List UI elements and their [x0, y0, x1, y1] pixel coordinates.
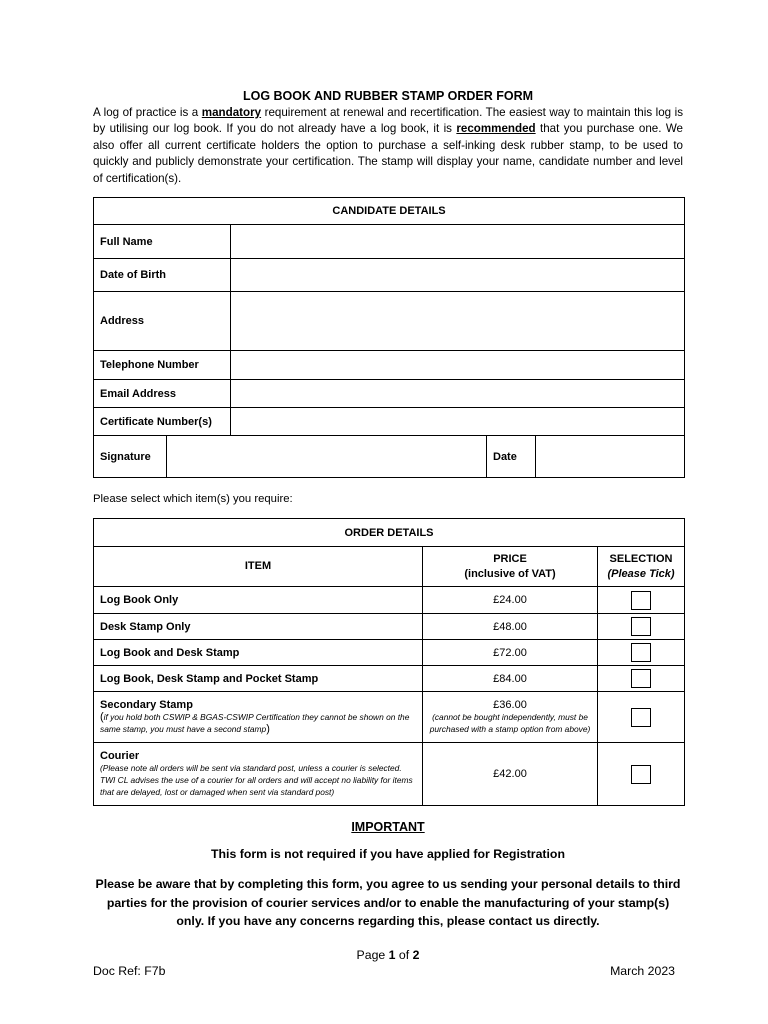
- field-label-email: Email Address: [94, 380, 231, 408]
- item-name: Secondary Stamp: [100, 699, 193, 711]
- telephone-field[interactable]: [231, 351, 685, 380]
- item-name: Log Book and Desk Stamp: [94, 640, 423, 666]
- privacy-disclaimer: Please be aware that by completing this form, you agree to us sending your personal details to third parties for the provision of courier services and/or to enable the manufacturing of your stamp(s) only. If you have any concerns regarding this, please contact us directly.: [95, 877, 681, 928]
- secondary-stamp-checkbox[interactable]: [631, 708, 651, 727]
- intro-paragraph: [93, 105, 683, 187]
- price-header-label: PRICE: [493, 552, 527, 565]
- item-price: £42.00: [423, 743, 598, 806]
- field-label-date-of-birth: Date of Birth: [94, 259, 231, 292]
- registration-notice: This form is not required if you have applied for Registration: [211, 847, 565, 861]
- field-label-signature: Signature: [94, 436, 167, 478]
- order-details-table: [93, 518, 685, 806]
- item-price: £72.00: [423, 640, 598, 666]
- address-field[interactable]: [231, 292, 685, 351]
- order-row-log-book: [94, 587, 685, 614]
- item-name: Courier: [100, 750, 140, 762]
- selection-header-label: SELECTION: [609, 552, 673, 565]
- candidate-details-heading: CANDIDATE DETAILS: [94, 198, 685, 225]
- price-header-note: (inclusive of VAT): [464, 567, 556, 580]
- item-price: £24.00: [423, 587, 598, 614]
- signature-field[interactable]: [167, 436, 487, 478]
- desk-stamp-checkbox[interactable]: [631, 617, 651, 636]
- item-note: (Please note all orders will be sent via standard post, unless a courier is selected. TWI CL advises the use of a courier for all orders and will accept no liability for items that are delayed, lost or damaged when sent via standard post): [100, 763, 413, 797]
- selection-column-header: [598, 547, 685, 587]
- item-name: Log Book, Desk Stamp and Pocket Stamp: [94, 666, 423, 692]
- certificate-numbers-field[interactable]: [231, 408, 685, 436]
- item-name: Log Book Only: [94, 587, 423, 614]
- mandatory-emphasis: mandatory: [201, 106, 262, 119]
- intro-text-3: that you purchase one. We also offer all current certificate holders the option to purchase a self-inking desk rubber stamp, to be used to quickly and publicly demonstrate your certification. The stamp will display your name, candidate number and level of certification(s).: [93, 122, 684, 185]
- candidate-details-table: [93, 197, 685, 478]
- full-name-field[interactable]: [231, 225, 685, 259]
- item-note: (if you hold both CSWIP & BGAS-CSWIP Certification they cannot be shown on the same stamp, you must have a second stamp): [100, 711, 410, 735]
- price-note: (cannot be bought independently, must be purchased with a stamp option from above): [429, 712, 591, 734]
- log-book-desk-pocket-stamp-checkbox[interactable]: [631, 669, 651, 688]
- field-label-address: Address: [94, 292, 231, 351]
- date-field[interactable]: [536, 436, 685, 478]
- item-name: Desk Stamp Only: [94, 614, 423, 640]
- order-row-log-book-desk-pocket-stamp: [94, 666, 685, 692]
- page-title: LOG BOOK AND RUBBER STAMP ORDER FORM: [242, 89, 534, 103]
- log-book-checkbox[interactable]: [631, 591, 651, 610]
- order-details-heading: ORDER DETAILS: [94, 519, 685, 547]
- item-price: £36.00: [493, 699, 527, 711]
- courier-checkbox[interactable]: [631, 765, 651, 784]
- item-column-header: ITEM: [94, 547, 423, 587]
- email-field[interactable]: [231, 380, 685, 408]
- recommended-emphasis: recommended: [456, 122, 536, 136]
- doc-date: March 2023: [610, 964, 675, 978]
- selection-header-note: (Please Tick): [607, 567, 675, 580]
- field-label-certificate-numbers: Certificate Number(s): [94, 408, 231, 436]
- field-label-telephone: Telephone Number: [94, 351, 231, 380]
- intro-text-2: requirement at renewal and recertification. The easiest way to maintain this log is by utilising our log book. If you do not already have a log book, it is: [93, 106, 684, 136]
- important-heading: IMPORTANT: [351, 820, 425, 834]
- order-row-secondary-stamp: [94, 692, 685, 743]
- item-price: £48.00: [423, 614, 598, 640]
- field-label-date: Date: [487, 436, 536, 478]
- price-column-header: [423, 547, 598, 587]
- order-row-desk-stamp: [94, 614, 685, 640]
- log-book-desk-stamp-checkbox[interactable]: [631, 643, 651, 662]
- item-price: £84.00: [423, 666, 598, 692]
- date-of-birth-field[interactable]: [231, 259, 685, 292]
- order-row-log-book-desk-stamp: [94, 640, 685, 666]
- intro-text-1: A log of practice is a: [93, 106, 202, 119]
- select-prompt: Please select which item(s) you require:: [93, 493, 293, 505]
- order-row-courier: [94, 743, 685, 806]
- page-number: Page 1 of 2: [356, 948, 420, 962]
- field-label-full-name: Full Name: [94, 225, 231, 259]
- doc-ref: Doc Ref: F7b: [93, 964, 166, 978]
